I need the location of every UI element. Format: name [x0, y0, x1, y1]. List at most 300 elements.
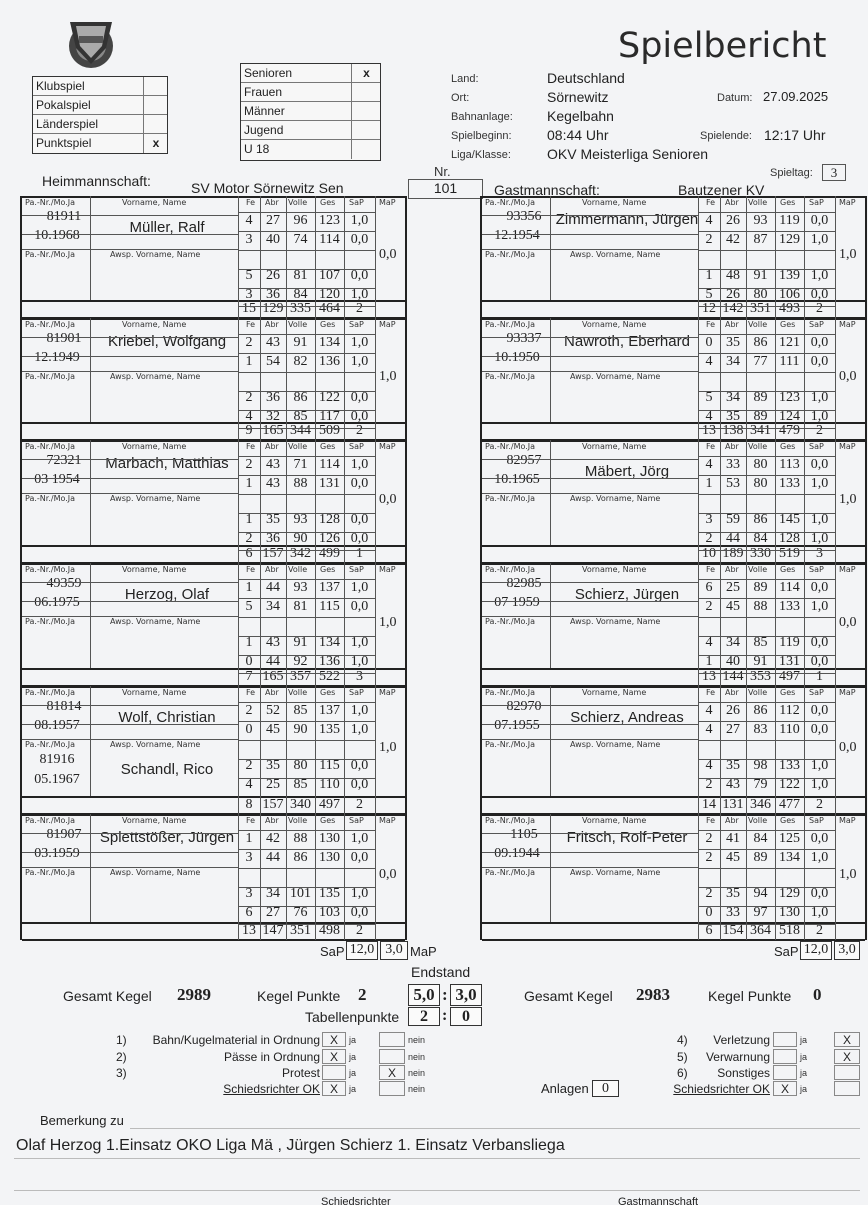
home-grid-line: [22, 739, 238, 740]
ja-label: ja: [800, 1035, 808, 1045]
home-grid-line: [238, 334, 375, 335]
guest-pa-number: 82970: [506, 699, 542, 714]
guest-player-name: Mäbert, Jörg: [584, 463, 670, 480]
ende-value: 12:17 Uhr: [764, 127, 826, 143]
guest-total-cell: 12: [702, 301, 716, 316]
game-type-row: [33, 134, 167, 153]
home-grid-line: [315, 318, 316, 440]
guest-grid-line: [746, 440, 747, 563]
guest-result-cell: 130: [779, 905, 800, 920]
guest-result-cell: 89: [753, 390, 768, 405]
home-grid-line: [238, 673, 375, 674]
home-result-cell: 137: [319, 580, 340, 595]
home-result-cell: 84: [293, 287, 308, 302]
guest-grid-line: [698, 721, 835, 722]
home-grid-line: [238, 196, 239, 318]
home-grid-line: [286, 814, 287, 940]
guest-result-cell: 0,0: [810, 886, 829, 901]
home-hdr-ges: Ges: [320, 198, 336, 207]
guest-grid-line: [482, 705, 698, 706]
home-hdr-abr: Abr: [265, 816, 279, 825]
check-nein-box[interactable]: X: [379, 1065, 405, 1080]
home-result-cell: 1,0: [350, 654, 369, 669]
home-total-cell: 129: [262, 301, 284, 316]
guest-grid-line: [698, 579, 835, 580]
home-result-cell: 1: [245, 635, 253, 650]
home-result-cell: 82: [293, 354, 308, 369]
check-nein-box[interactable]: X: [834, 1032, 860, 1047]
home-total-cell: 7: [245, 669, 253, 684]
guest-grid-line: [698, 740, 835, 741]
guest-result-cell: 86: [753, 512, 768, 527]
guest-grid-line: [482, 724, 698, 725]
home-pa-number: 81907: [46, 827, 82, 842]
guest-grid-line: [698, 318, 699, 440]
home-map-value: 1,0: [379, 369, 397, 384]
guest-grid-line: [482, 422, 865, 424]
home-grid-line: [90, 686, 91, 796]
guest-result-cell: 2: [705, 886, 713, 901]
guest-grid-line: [698, 456, 835, 457]
home-result-cell: 115: [319, 599, 340, 614]
home-grid-line: [238, 849, 375, 850]
check-nein-box[interactable]: [834, 1065, 860, 1080]
home-hdr-name: Vorname, Name: [122, 565, 187, 574]
guest-hdr-map: MaP: [839, 688, 856, 697]
home-result-cell: 136: [319, 354, 340, 369]
check-nein-box[interactable]: [379, 1049, 405, 1064]
guest-hdr-abr: Abr: [725, 442, 739, 451]
footer-schiri: Schiedsrichter: [321, 1196, 391, 1205]
home-grid-line: [22, 852, 238, 853]
ja-label: ja: [349, 1035, 357, 1045]
home-hdr-sap: SaP: [349, 198, 364, 207]
home-grid-line: [22, 300, 405, 302]
home-hdr-pa2: Pa.-Nr./Mo.Ja: [25, 617, 76, 626]
home-result-cell: 36: [266, 390, 280, 405]
home-grid-line: [22, 440, 405, 442]
home-result-cell: 123: [319, 213, 340, 228]
guest-birth-date: 10.1950: [494, 350, 540, 365]
guest-total-cell: 2: [816, 797, 823, 812]
guest-map-value: 0,0: [839, 740, 857, 755]
home-result-cell: 1,0: [350, 287, 369, 302]
guest-grid-line: [698, 702, 835, 703]
nein-label: nein: [408, 1052, 426, 1062]
home-grid-line: [238, 306, 375, 307]
home-result-cell: 25: [266, 777, 280, 792]
guest-result-cell: 1: [705, 654, 713, 669]
guest-gesamt-value: 2983: [636, 985, 670, 1004]
home-hdr-volle: Volle: [288, 816, 308, 825]
home-total-cell: 2: [356, 301, 363, 316]
home-grid-line: [22, 668, 405, 670]
guest-grid-line: [482, 563, 865, 565]
home-result-cell: 103: [319, 905, 340, 920]
guest-grid-line: [775, 814, 776, 940]
guest-hdr-name: Vorname, Name: [582, 320, 647, 329]
category-row: [241, 140, 380, 159]
guest-total-cell: 351: [750, 301, 771, 316]
game-type-row: [33, 77, 167, 96]
guest-result-cell: 110: [779, 722, 800, 737]
home-result-cell: 3: [245, 232, 253, 247]
guest-result-cell: 4: [705, 635, 713, 650]
home-hdr-pa: Pa.-Nr./Mo.Ja: [25, 442, 76, 451]
guest-hdr-fe: Fe: [706, 198, 716, 207]
guest-grid-line: [698, 598, 835, 599]
guest-result-cell: 0,0: [810, 703, 829, 718]
guest-hdr-map: MaP: [839, 442, 856, 451]
home-result-cell: 36: [266, 531, 280, 546]
game-type-label: Punktspiel: [36, 136, 92, 150]
bemerkung-line: [14, 1190, 860, 1191]
guest-result-cell: 131: [779, 654, 800, 669]
home-total-cell: 344: [290, 423, 311, 438]
home-result-cell: 3: [245, 886, 253, 901]
check-label: Sonstiges: [717, 1066, 770, 1080]
check-label: Verwarnung: [705, 1050, 770, 1064]
home-label: Heimmannschaft:: [42, 173, 151, 189]
guest-result-cell: 122: [779, 777, 800, 792]
home-result-cell: 130: [319, 850, 340, 865]
guest-pa-number: 82985: [506, 576, 542, 591]
guest-hdr-ges: Ges: [780, 198, 796, 207]
home-hdr-name: Vorname, Name: [122, 688, 187, 697]
home-result-cell: 96: [293, 213, 308, 228]
home-result-cell: 126: [319, 531, 340, 546]
guest-result-cell: 33: [726, 905, 740, 920]
home-hdr-map: MaP: [379, 320, 396, 329]
home-total-cell: 509: [319, 423, 340, 438]
category-mark: [351, 140, 381, 159]
check-ja-box[interactable]: X: [322, 1049, 346, 1064]
guest-grid-line: [698, 887, 835, 888]
guest-result-cell: 124: [779, 409, 800, 424]
guest-hdr-volle: Volle: [748, 816, 768, 825]
home-total-cell: 340: [290, 797, 311, 812]
home-grid-line: [238, 428, 375, 429]
guest-result-cell: 112: [779, 703, 800, 718]
home-grid-line: [22, 459, 238, 460]
guest-hdr-pa2: Pa.-Nr./Mo.Ja: [485, 868, 536, 877]
guest-player-name: Schierz, Andreas: [570, 709, 684, 726]
guest-result-cell: 33: [726, 457, 740, 472]
guest-result-cell: 80: [753, 457, 768, 472]
guest-hdr-volle: Volle: [748, 688, 768, 697]
guest-grid-line: [482, 440, 865, 442]
guest-total-cell: 364: [750, 923, 771, 938]
check-number: 6): [677, 1066, 688, 1080]
home-result-cell: 2: [245, 531, 253, 546]
check-ja-box[interactable]: X: [773, 1081, 797, 1096]
home-result-cell: 35: [266, 512, 280, 527]
home-hdr-awsp: Awsp. Vorname, Name: [110, 740, 201, 749]
bahn-value: Kegelbahn: [547, 108, 614, 124]
guest-grid-line: [482, 922, 865, 924]
home-grid-line: [238, 655, 375, 656]
home-total-cell: 522: [319, 669, 340, 684]
guest-grid-line: [482, 318, 865, 320]
guest-total-cell: 3: [816, 546, 823, 561]
home-result-cell: 1,0: [350, 635, 369, 650]
guest-result-cell: 2: [705, 850, 713, 865]
guest-hdr-pa: Pa.-Nr./Mo.Ja: [485, 320, 536, 329]
home-hdr-volle: Volle: [288, 320, 308, 329]
guest-grid-line: [482, 686, 865, 688]
home-result-cell: 34: [266, 886, 280, 901]
club-logo: [62, 18, 120, 70]
check-nein-box[interactable]: [379, 1081, 405, 1096]
home-grid-line: [260, 686, 261, 814]
home-total-cell: 6: [245, 546, 253, 561]
home-hdr-abr: Abr: [265, 320, 279, 329]
home-result-cell: 43: [266, 476, 280, 491]
guest-total-cell: 518: [779, 923, 800, 938]
nein-label: nein: [408, 1068, 426, 1078]
guest-grid-line: [775, 318, 776, 440]
guest-result-cell: 4: [705, 703, 713, 718]
guest-grid-line: [698, 868, 835, 869]
home-hdr-abr: Abr: [265, 688, 279, 697]
check-ja-box[interactable]: X: [322, 1081, 346, 1096]
guest-result-cell: 1,0: [810, 531, 829, 546]
home-result-cell: 1: [245, 476, 253, 491]
guest-total-cell: 519: [779, 546, 800, 561]
home-total-cell: 351: [290, 923, 311, 938]
guest-result-cell: 0,0: [810, 335, 829, 350]
guest-kp-label: Kegel Punkte: [708, 988, 792, 1004]
guest-result-cell: 1,0: [810, 850, 829, 865]
home-result-cell: 44: [266, 654, 280, 669]
home-hdr-pa: Pa.-Nr./Mo.Ja: [25, 565, 76, 574]
guest-grid-line: [804, 814, 805, 940]
home-total-cell: 157: [262, 546, 284, 561]
category-label: U 18: [244, 142, 270, 156]
guest-grid-line: [550, 196, 551, 300]
home-grid-line: [238, 456, 375, 457]
guest-hdr-pa2: Pa.-Nr./Mo.Ja: [485, 250, 536, 259]
guest-grid-line: [482, 337, 698, 338]
home-hdr-name: Vorname, Name: [122, 442, 187, 451]
home-result-cell: 1: [245, 354, 253, 369]
home-map-label: MaP: [410, 944, 437, 959]
category-mark: [351, 121, 381, 139]
home-hdr-pa2: Pa.-Nr./Mo.Ja: [25, 372, 76, 381]
home-grid-line: [22, 686, 405, 688]
home-birth-date: 03.1959: [34, 846, 80, 861]
home-hdr-ges: Ges: [320, 688, 336, 697]
datum-value: 27.09.2025: [763, 89, 829, 104]
ja-label: ja: [349, 1068, 357, 1078]
home-team: SV Motor Sörnewitz Sen: [191, 180, 344, 196]
check-label: Schiedsrichter OK: [223, 1082, 320, 1096]
home-hdr-volle: Volle: [288, 198, 308, 207]
bemerkung-text: Olaf Herzog 1.Einsatz OKO Liga Mä , Jürgen Schierz 1. Einsatz Verbansliega: [16, 1137, 565, 1154]
home-total-cell: 8: [245, 797, 253, 812]
home-result-cell: 107: [319, 268, 340, 283]
guest-grid-line: [482, 833, 698, 834]
guest-result-cell: 1: [705, 476, 713, 491]
home-result-cell: 81: [293, 599, 308, 614]
home-grid-line: [238, 868, 375, 869]
guest-result-cell: 114: [779, 580, 800, 595]
home-result-cell: 27: [266, 213, 280, 228]
check-number: 2): [116, 1050, 127, 1064]
home-grid-line: [315, 440, 316, 563]
home-grid-line: [344, 686, 345, 814]
home-hdr-abr: Abr: [265, 198, 279, 207]
guest-hdr-sap: SaP: [809, 442, 824, 451]
check-ja-box[interactable]: [773, 1032, 797, 1047]
home-grid-line: [375, 686, 376, 814]
game-type-label: Pokalspiel: [36, 98, 91, 112]
home-hdr-awsp: Awsp. Vorname, Name: [110, 617, 201, 626]
home-hdr-name: Vorname, Name: [122, 816, 187, 825]
guest-grid-line: [550, 440, 551, 545]
home-hdr-fe: Fe: [246, 198, 256, 207]
home-result-cell: 110: [319, 777, 340, 792]
home-result-cell: 86: [293, 390, 308, 405]
guest-map-value: 1,0: [839, 867, 857, 882]
home-grid-line: [238, 391, 375, 392]
home-total-cell: 1: [356, 546, 363, 561]
home-result-cell: 135: [319, 886, 340, 901]
guest-result-cell: 86: [753, 335, 768, 350]
guest-birth-date: 09.1944: [494, 846, 540, 861]
guest-total-cell: 477: [779, 797, 800, 812]
home-grid-line: [238, 440, 239, 563]
guest-result-cell: 1,0: [810, 905, 829, 920]
home-hdr-volle: Volle: [288, 442, 308, 451]
check-nein-box[interactable]: [834, 1081, 860, 1096]
home-result-cell: 2: [245, 335, 253, 350]
check-ja-box[interactable]: X: [322, 1032, 346, 1047]
home-result-cell: 88: [293, 476, 308, 491]
check-ja-box[interactable]: [322, 1065, 346, 1080]
guest-grid-line: [698, 353, 835, 354]
guest-result-cell: 1,0: [810, 268, 829, 283]
check-nein-box[interactable]: [379, 1032, 405, 1047]
guest-grid-line: [835, 318, 836, 440]
guest-hdr-pa: Pa.-Nr./Mo.Ja: [485, 565, 536, 574]
datum-label: Datum:: [717, 92, 753, 104]
home-grid-line: [22, 705, 238, 706]
guest-result-cell: 5: [705, 390, 713, 405]
home-result-cell: 80: [293, 758, 308, 773]
guest-result-cell: 0,0: [810, 831, 829, 846]
guest-result-cell: 77: [753, 354, 768, 369]
guest-result-cell: 34: [726, 354, 740, 369]
ja-label: ja: [349, 1084, 357, 1094]
check-number: 3): [116, 1066, 127, 1080]
guest-total-cell: 479: [779, 423, 800, 438]
check-label: Verletzung: [713, 1033, 770, 1047]
guest-result-cell: 125: [779, 831, 800, 846]
home-grid-line: [260, 440, 261, 563]
nr-box: 101: [408, 179, 483, 199]
guest-result-cell: 119: [779, 635, 800, 650]
guest-result-cell: 44: [726, 531, 740, 546]
home-grid-line: [344, 318, 345, 440]
home-grid-line: [344, 440, 345, 563]
guest-player-block: [480, 686, 867, 814]
guest-total-cell: 154: [722, 923, 744, 938]
guest-hdr-abr: Abr: [725, 320, 739, 329]
guest-grid-line: [698, 924, 835, 925]
home-grid-line: [90, 196, 91, 300]
guest-grid-line: [698, 428, 835, 429]
home-hdr-pa2: Pa.-Nr./Mo.Ja: [25, 740, 76, 749]
home-result-cell: 85: [293, 777, 308, 792]
home-grid-line: [238, 924, 375, 925]
guest-grid-line: [482, 796, 865, 798]
guest-hdr-awsp: Awsp. Vorname, Name: [570, 868, 661, 877]
home-pa-number: 81911: [46, 209, 82, 224]
home-grid-line: [238, 372, 375, 373]
check-number: 1): [116, 1033, 127, 1047]
guest-grid-line: [482, 459, 698, 460]
guest-result-cell: 121: [779, 335, 800, 350]
guest-result-cell: 4: [705, 722, 713, 737]
guest-player-name: Nawroth, Eberhard: [564, 333, 690, 350]
guest-hdr-fe: Fe: [706, 565, 716, 574]
home-result-cell: 6: [245, 905, 253, 920]
guest-player-name: Schierz, Jürgen: [574, 586, 680, 603]
home-result-cell: 35: [266, 758, 280, 773]
guest-total-cell: 13: [702, 423, 716, 438]
guest-result-cell: 1,0: [810, 512, 829, 527]
guest-result-cell: 134: [779, 850, 800, 865]
home-total-cell: 157: [262, 797, 284, 812]
endstand-guest: 3,0: [450, 984, 482, 1006]
guest-hdr-pa: Pa.-Nr./Mo.Ja: [485, 816, 536, 825]
guest-result-cell: 1,0: [810, 476, 829, 491]
guest-grid-line: [775, 686, 776, 814]
guest-grid-line: [698, 372, 835, 373]
guest-grid-line: [746, 563, 747, 686]
ja-label: ja: [800, 1084, 808, 1094]
guest-result-cell: 2: [705, 777, 713, 792]
home-grid-line: [90, 814, 91, 922]
home-hdr-sap: SaP: [349, 442, 364, 451]
home-player-block: [20, 196, 407, 318]
guest-result-cell: 2: [705, 599, 713, 614]
home-result-cell: 2: [245, 457, 253, 472]
home-result-cell: 0,0: [350, 409, 369, 424]
home-gesamt-label: Gesamt Kegel: [63, 988, 152, 1004]
check-ja-box[interactable]: [773, 1049, 797, 1064]
guest-result-cell: 89: [753, 850, 768, 865]
home-result-cell: 128: [319, 512, 340, 527]
check-nein-box[interactable]: X: [834, 1049, 860, 1064]
guest-grid-line: [698, 306, 835, 307]
guest-total-cell: 497: [779, 669, 800, 684]
check-ja-box[interactable]: [773, 1065, 797, 1080]
guest-hdr-pa2: Pa.-Nr./Mo.Ja: [485, 617, 536, 626]
guest-hdr-map: MaP: [839, 565, 856, 574]
home-grid-line: [238, 494, 375, 495]
home-grid-line: [22, 196, 405, 198]
guest-pa-number: 1105: [510, 827, 538, 842]
guest-result-cell: 94: [753, 886, 768, 901]
home-result-cell: 0: [245, 722, 253, 737]
guest-total-cell: 353: [750, 669, 771, 684]
home-map-value: 0,0: [379, 247, 397, 262]
home-player-name: Müller, Ralf: [129, 219, 205, 236]
guest-total-cell: 2: [816, 301, 823, 316]
home-result-cell: 0,0: [350, 599, 369, 614]
